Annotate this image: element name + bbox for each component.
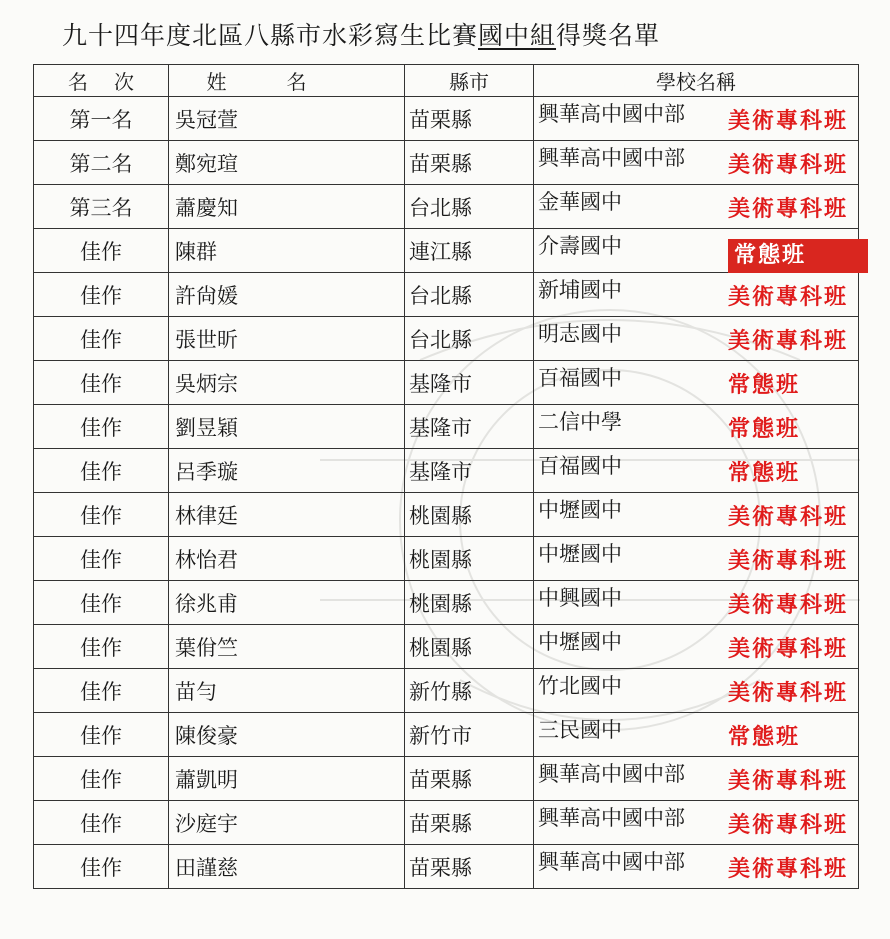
table-row: [34, 801, 859, 845]
school-cell: [534, 493, 859, 537]
school-name: 明志國中: [538, 321, 622, 346]
county-cell: 新竹市: [405, 713, 534, 757]
county-cell: 苗栗縣: [405, 757, 534, 801]
school-name: 中壢國中: [538, 497, 622, 522]
county-cell: 桃園縣: [405, 537, 534, 581]
name-cell: 鄭宛瑄: [169, 141, 405, 185]
title-main: 九十四年度北區八縣市水彩寫生比賽: [62, 21, 479, 50]
class-type-badge: 美術專科班: [728, 329, 849, 354]
rank-cell: 佳作: [34, 317, 169, 361]
title-group: 國中組: [478, 21, 557, 50]
class-type-badge: 美術專科班: [728, 813, 849, 838]
header-name: 姓名: [169, 65, 405, 97]
school-cell: [534, 801, 859, 845]
class-type-badge: 美術專科班: [728, 637, 849, 662]
table-row: [34, 669, 859, 713]
rank-cell: 佳作: [34, 845, 169, 889]
class-type-badge: 常態班: [728, 725, 801, 750]
school-cell: [534, 581, 859, 625]
table-row: [34, 845, 859, 889]
school-name: 興華高中國中部: [538, 761, 685, 786]
rank-cell: 佳作: [34, 669, 169, 713]
name-cell: 陳俊豪: [169, 713, 405, 757]
school-name: 新埔國中: [538, 277, 622, 302]
table-row: [34, 185, 859, 229]
school-name: 興華高中國中部: [538, 849, 685, 874]
header-county: 縣市: [405, 65, 534, 97]
class-type-badge: 常態班: [728, 461, 801, 486]
table-row: [34, 581, 859, 625]
name-cell: 蕭慶知: [169, 185, 405, 229]
table-row: [34, 273, 859, 317]
school-name: 介壽國中: [538, 233, 622, 258]
rank-cell: 佳作: [34, 757, 169, 801]
school-cell: [534, 141, 859, 185]
school-name: 興華高中國中部: [538, 805, 685, 830]
name-cell: 蕭凱明: [169, 757, 405, 801]
table-body: [34, 97, 859, 889]
table-row: [34, 317, 859, 361]
name-cell: 林怡君: [169, 537, 405, 581]
class-type-badge: 美術專科班: [728, 681, 849, 706]
rank-cell: 佳作: [34, 713, 169, 757]
rank-cell: 佳作: [34, 449, 169, 493]
table-row: [34, 361, 859, 405]
school-name: 百福國中: [538, 365, 622, 390]
county-cell: 桃園縣: [405, 493, 534, 537]
table-row: [34, 141, 859, 185]
table-row: [34, 97, 859, 141]
county-cell: 苗栗縣: [405, 801, 534, 845]
school-cell: [534, 669, 859, 713]
name-cell: 呂季璇: [169, 449, 405, 493]
title-suffix: 得獎名單: [556, 21, 661, 50]
class-type-badge: 美術專科班: [728, 285, 849, 310]
name-cell: 許尙媛: [169, 273, 405, 317]
name-cell: 陳群: [169, 229, 405, 273]
county-cell: 連江縣: [405, 229, 534, 273]
school-cell: [534, 449, 859, 493]
rank-cell: 佳作: [34, 361, 169, 405]
school-name: 中興國中: [538, 585, 622, 610]
name-cell: 徐兆甫: [169, 581, 405, 625]
county-cell: 桃園縣: [405, 581, 534, 625]
name-cell: 田謹慈: [169, 845, 405, 889]
county-cell: 基隆市: [405, 405, 534, 449]
rank-cell: 佳作: [34, 581, 169, 625]
rank-cell: 佳作: [34, 801, 169, 845]
county-cell: 基隆市: [405, 449, 534, 493]
school-cell: [534, 229, 859, 273]
class-type-badge: 美術專科班: [728, 769, 849, 794]
school-name: 興華高中國中部: [538, 145, 685, 170]
county-cell: 新竹縣: [405, 669, 534, 713]
header-school: 學校名稱: [534, 65, 859, 97]
rank-cell: 第二名: [34, 141, 169, 185]
school-cell: [534, 185, 859, 229]
name-cell: 吳炳宗: [169, 361, 405, 405]
school-name: 金華國中: [538, 189, 622, 214]
county-cell: 苗栗縣: [405, 845, 534, 889]
class-type-badge: 美術專科班: [728, 593, 849, 618]
rank-cell: 第三名: [34, 185, 169, 229]
rank-cell: 佳作: [34, 229, 169, 273]
county-cell: 桃園縣: [405, 625, 534, 669]
table-row: [34, 493, 859, 537]
header-rank: 名次: [34, 65, 169, 97]
county-cell: 台北縣: [405, 185, 534, 229]
county-cell: 苗栗縣: [405, 141, 534, 185]
school-cell: [534, 361, 859, 405]
table-row: [34, 537, 859, 581]
rank-cell: 佳作: [34, 493, 169, 537]
class-type-badge: 常態班: [728, 373, 801, 398]
name-cell: 林律廷: [169, 493, 405, 537]
name-cell: 葉佾竺: [169, 625, 405, 669]
class-type-badge: 常態班: [728, 417, 801, 442]
class-type-badge: 美術專科班: [728, 109, 849, 134]
name-cell: 苗勻: [169, 669, 405, 713]
class-type-badge: 美術專科班: [728, 857, 849, 882]
table-row: [34, 713, 859, 757]
name-cell: 吳冠萱: [169, 97, 405, 141]
rank-cell: 佳作: [34, 537, 169, 581]
table-row: [34, 405, 859, 449]
table-row: [34, 229, 859, 273]
class-type-badge: 美術專科班: [728, 505, 849, 530]
name-cell: 沙庭宇: [169, 801, 405, 845]
school-cell: [534, 537, 859, 581]
school-cell: [534, 757, 859, 801]
school-cell: [534, 845, 859, 889]
school-name: 中壢國中: [538, 541, 622, 566]
school-cell: [534, 625, 859, 669]
award-table: [33, 64, 859, 889]
school-cell: [534, 317, 859, 361]
rank-cell: 佳作: [34, 405, 169, 449]
name-cell: 張世昕: [169, 317, 405, 361]
class-type-badge: 美術專科班: [728, 153, 849, 178]
table-row: [34, 757, 859, 801]
school-name: 竹北國中: [538, 673, 622, 698]
rank-cell: 第一名: [34, 97, 169, 141]
school-name: 三民國中: [538, 717, 622, 742]
school-cell: [534, 97, 859, 141]
school-name: 百福國中: [538, 453, 622, 478]
class-type-badge: 美術專科班: [728, 197, 849, 222]
class-type-badge: 常態班: [728, 239, 868, 273]
table-row: [34, 449, 859, 493]
rank-cell: 佳作: [34, 625, 169, 669]
county-cell: 基隆市: [405, 361, 534, 405]
school-cell: [534, 273, 859, 317]
county-cell: 台北縣: [405, 317, 534, 361]
class-type-badge: 美術專科班: [728, 549, 849, 574]
school-cell: [534, 405, 859, 449]
table-header-row: [34, 65, 859, 97]
school-name: 興華高中國中部: [538, 101, 685, 126]
name-cell: 劉昱穎: [169, 405, 405, 449]
county-cell: 苗栗縣: [405, 97, 534, 141]
school-cell: [534, 713, 859, 757]
county-cell: 台北縣: [405, 273, 534, 317]
rank-cell: 佳作: [34, 273, 169, 317]
school-name: 中壢國中: [538, 629, 622, 654]
page-title: [62, 16, 660, 52]
school-name: 二信中學: [538, 409, 622, 434]
table-row: [34, 625, 859, 669]
